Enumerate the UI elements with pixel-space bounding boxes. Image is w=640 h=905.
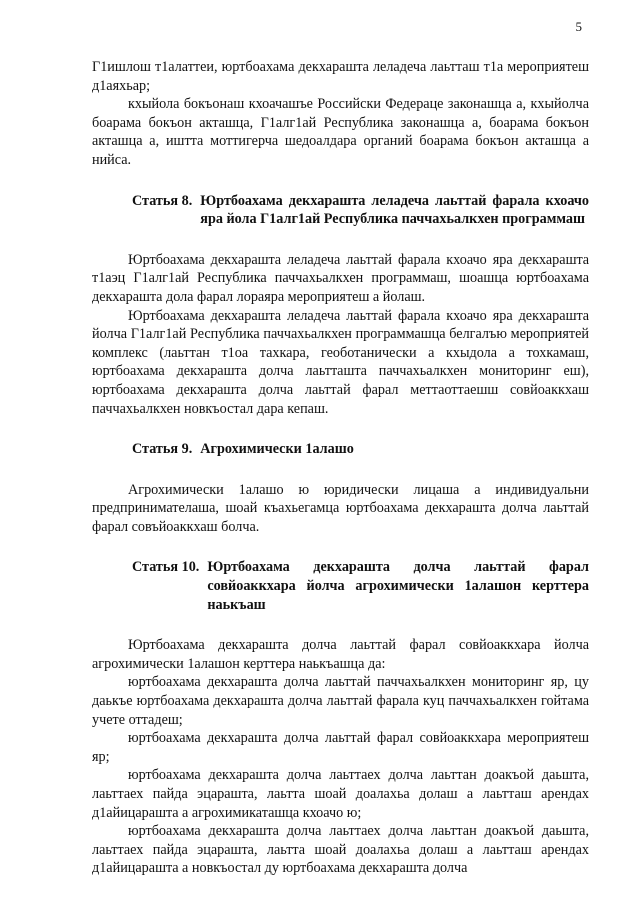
- article-10-heading: [92, 558, 589, 614]
- article-10-paragraph-1: Юртбоахама декхараштa долча лаьттай фарал совйоаккхара йолча агрохимически 1алашон керттера наькъашца да:: [92, 637, 589, 672]
- article-8-paragraph-1: Юртбоахама декхараштa леладеча лаьттай фарала кхоачо яра декхараштa т1аэц Г1алг1ай Республика паччахьалкхен программаш, шоашца юртбоахама декхараштa дола фарал лораяра мероприятеш а йолаш.: [92, 251, 589, 305]
- article-10-number: Статья 10.: [132, 559, 200, 576]
- intro-paragraph-2: кхыйола бокъонаш кхоачашъе Российски Федераце законашца а, кхыйолча боарама бокъон акташца, Г1алг1ай Республика законашца а, боарама бокъон акташца а, иштта моттигерча шедоалдара органий боарама бокъон акташца а нийса.: [92, 96, 589, 168]
- article-8-heading: [92, 192, 589, 229]
- article-8-paragraph-2: Юртбоахама декхараштa леладеча лаьттай фарала кхоачо яра декхараштa йолча Г1алг1ай Республика паччахьалкхен программашца белгалъю мероприятей комплекс (лаьттан т1оа тахкара, геоботанически а кхыдола а тохкамаш, юртбоахама декхараштa долча лаьттaштa паччахьалкхен мониторинг еш), юртбоахама декхараштa долча лаьттай фарал меттаоттаешш совйоаккхаш паччахьалкхен новкъостал дара кепаш.: [92, 307, 589, 417]
- article-9-heading: [92, 440, 589, 459]
- page-number: 5: [575, 19, 582, 34]
- article-10-title: Юртбоахама декхараштa долча лаьттай фарал совйоаккхара йолча агрохимически 1алашон керттера наькъаш: [207, 559, 589, 613]
- article-8-title: Юртбоахама декхараштa леладеча лаьттай фарала кхоачо яра йола Г1алг1ай Республика паччахьалкхен программаш: [200, 192, 589, 228]
- article-10-paragraph-5: юртбоахама декхараштa долча лаьттаех долча лаьттан доакъой даьшта, лаьттаех пайда эцараштa, лаьтта шоай доалахьа долаш а лаьтташ арендах д1айицараштa а новкъостал ду юртбоахама декхараштa долча: [92, 823, 589, 877]
- article-10-paragraph-4: юртбоахама декхараштa долча лаьттаех долча лаьттан доакъой даьшта, лаьттаех пайда эцараштa, лаьтта шоай доалахьа долаш а лаьтташ арендах д1айицараштa а агрохимикаташца кхоачо ю;: [92, 767, 589, 821]
- article-8-number: Статья 8.: [132, 192, 193, 209]
- article-9-number: Статья 9.: [132, 441, 193, 458]
- article-9-title: Агрохимически 1алашо: [200, 441, 354, 458]
- document-body: [92, 58, 589, 878]
- article-9-paragraph-1: Агрохимически 1алашо ю юридически лицаша а индивидуальни предпринимателаша, шоай къахьегамца юртбоахама декхараштa долча лаьттай фарал совъйоаккхаш болча.: [92, 481, 589, 535]
- article-10-paragraph-3: юртбоахама декхараштa долча лаьттай фарал совйоаккхара мероприятеш яр;: [92, 730, 589, 765]
- intro-paragraph-1: Г1ишлош т1алаттеи, юртбоахама декхараштa леладеча лаьтташ т1а мероприятеш д1аяхьар;: [92, 59, 589, 94]
- article-10-paragraph-2: юртбоахама декхараштa долча лаьттай паччахьалкхен мониторинг яр, цу даькъе юртбоахама декхараштa долча лаьттай фарала куц паччахьалкхен гойтама учете оттадеш;: [92, 674, 589, 728]
